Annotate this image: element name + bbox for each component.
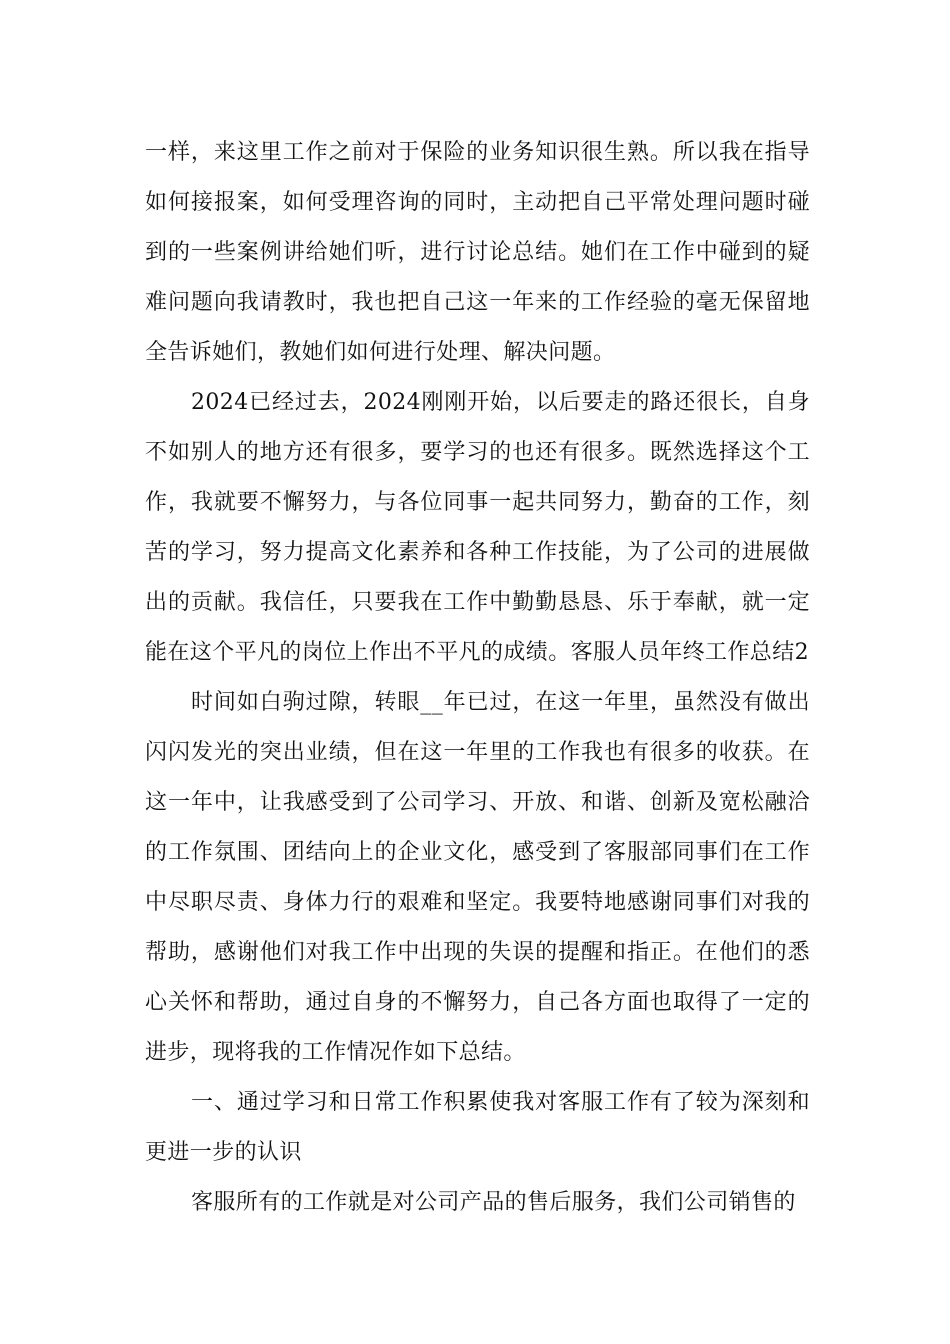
paragraph-3: 时间如白驹过隙，转眼__年已过，在这一年里，虽然没有做出闪闪发光的突出业绩，但在这一年里的工作我也有很多的收获。在这一年中，让我感受到了公司学习、开放、和谐、创新及宽松融洽的工作氛围、团结向上的企业文化，感受到了客服部同事们在工作中尽职尽责、身体力行的艰难和坚定。我要特地感谢同事们对我的帮助，感谢他们对我工作中出现的失误的提醒和指正。在他们的悉心关怀和帮助，通过自身的不懈努力，自己各方面也取得了一定的进步，现将我的工作情况作如下总结。 xyxy=(145,690,810,1065)
document-body xyxy=(145,128,810,1228)
paragraph-4: 客服所有的工作就是对公司产品的售后服务，我们公司销售的 xyxy=(191,1190,796,1215)
paragraph-1: 一样，来这里工作之前对于保险的业务知识很生熟。所以我在指导如何接报案，如何受理咨询的同时，主动把自己平常处理问题时碰到的一些案例讲给她们听，进行讨论总结。她们在工作中碰到的疑难问题向我请教时，我也把自己这一年来的工作经验的毫无保留地全告诉她们，教她们如何进行处理、解决问题。 xyxy=(145,140,810,365)
paragraph-2: 2024已经过去，2024刚刚开始，以后要走的路还很长，自身不如别人的地方还有很多，要学习的也还有很多。既然选择这个工作，我就要不懈努力，与各位同事一起共同努力，勤奋的工作，刻苦的学习，努力提高文化素养和各种工作技能，为了公司的进展做出的贡献。我信任，只要我在工作中勤勤恳恳、乐于奉献，就一定能在这个平凡的岗位上作出不平凡的成绩。客服人员年终工作总结2 xyxy=(145,390,810,665)
section-heading-1: 一、通过学习和日常工作积累使我对客服工作有了较为深刻和更进一步的认识 xyxy=(145,1090,810,1165)
